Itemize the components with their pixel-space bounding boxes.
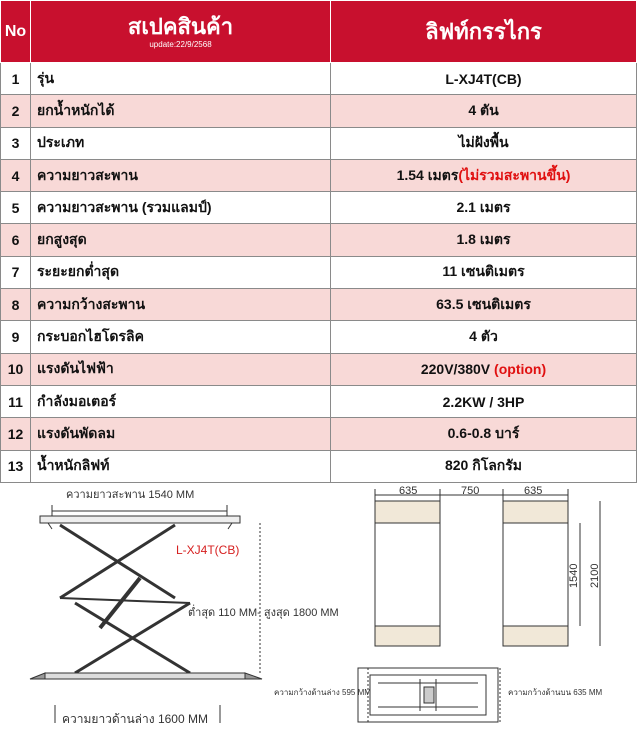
row-name: ความยาวสะพาน (รวมแลมป์) [31,192,331,224]
row-name: น้ำหนักลิฟท์ [31,450,331,482]
row-no: 2 [1,95,31,127]
row-no: 10 [1,353,31,385]
table-row [1,418,637,450]
row-no: 5 [1,192,31,224]
row-value [331,63,637,95]
row-value-text: 1.8 เมตร [456,231,511,248]
dim-right-width: 635 [524,485,543,497]
row-name: แรงดันไฟฟ้า [31,353,331,385]
row-name: แรงดันพัดลม [31,418,331,450]
height-range-label: ต่ำสุด 110 MM- สูงสุด 1800 MM [188,607,339,619]
dim-left-width: 635 [399,485,418,497]
row-value-text: 11 เซนติเมตร [442,263,525,280]
row-value-text: 2.1 เมตร [456,198,511,215]
row-name: ระยะยกต่ำสุด [31,256,331,288]
table-row [1,385,637,417]
row-value-text: 4 ตัน [468,101,499,118]
top-width-label: ความกว้างด้านบน 635 MM [508,688,603,697]
row-no: 13 [1,450,31,482]
table-row [1,127,637,159]
table-row [1,63,637,95]
table-row [1,321,637,353]
lift-diagram [0,483,637,737]
dim-platform-length: 1540 [568,563,580,588]
row-name: รุ่น [31,63,331,95]
row-name: ความยาวสะพาน [31,159,331,191]
row-no: 6 [1,224,31,256]
row-no: 9 [1,321,31,353]
header-no: No [1,1,31,63]
bottom-length-label: ความยาวด้านล่าง 1600 MM [62,712,208,726]
table-header-row [1,1,637,63]
row-value-text: ไม่ฝังพื้น [458,134,509,151]
row-name: ประเภท [31,127,331,159]
row-value [331,95,637,127]
table-row [1,224,637,256]
row-name: กระบอกไฮโดรลิค [31,321,331,353]
top-length-label: ความยาวสะพาน 1540 MM [66,489,195,501]
row-value-text: 63.5 เซนติเมตร [436,295,531,312]
row-value [331,321,637,353]
row-value [331,450,637,482]
dim-total-length: 2100 [589,563,601,588]
table-row [1,353,637,385]
header-spec [31,1,331,63]
row-name: ยกสูงสุด [31,224,331,256]
row-value [331,385,637,417]
dim-gap-width: 750 [461,485,480,497]
row-value [331,418,637,450]
row-value [331,127,637,159]
row-value [331,289,637,321]
model-label: L-XJ4T(CB) [176,543,240,557]
header-product: ลิฟท์กรรไกร [331,1,637,63]
row-no: 7 [1,256,31,288]
row-value-text: 0.6-0.8 บาร์ [447,424,520,441]
table-row [1,159,637,191]
row-value-text: 4 ตัว [469,328,498,345]
row-value-note: (option) [494,361,547,378]
row-no: 12 [1,418,31,450]
row-value [331,224,637,256]
row-value [331,256,637,288]
base-width-label: ความกว้างด้านล่าง 595 MM [274,688,371,697]
row-value-text: 2.2KW / 3HP [442,393,525,410]
row-value-text: 1.54 เมตร [396,166,459,183]
row-value [331,159,637,191]
row-no: 11 [1,385,31,417]
header-update-date: update:22/9/2568 [149,39,212,49]
table-row [1,256,637,288]
row-name: กำลังมอเตอร์ [31,385,331,417]
row-no: 4 [1,159,31,191]
table-row [1,192,637,224]
row-value-text: 220V/380V [420,361,491,378]
row-name: ความกว้างสะพาน [31,289,331,321]
table-row [1,450,637,482]
row-value-text: L-XJ4T(CB) [445,70,522,87]
row-value-note: (ไม่รวมสะพานขึ้น) [458,166,571,183]
row-no: 3 [1,127,31,159]
header-spec-title: สเปคสินค้า [127,13,234,39]
row-value [331,192,637,224]
row-value-text: 820 กิโลกรัม [444,457,523,474]
row-value [331,353,637,385]
table-row [1,95,637,127]
table-row [1,289,637,321]
row-no: 8 [1,289,31,321]
row-no: 1 [1,63,31,95]
row-name: ยกน้ำหนักได้ [31,95,331,127]
